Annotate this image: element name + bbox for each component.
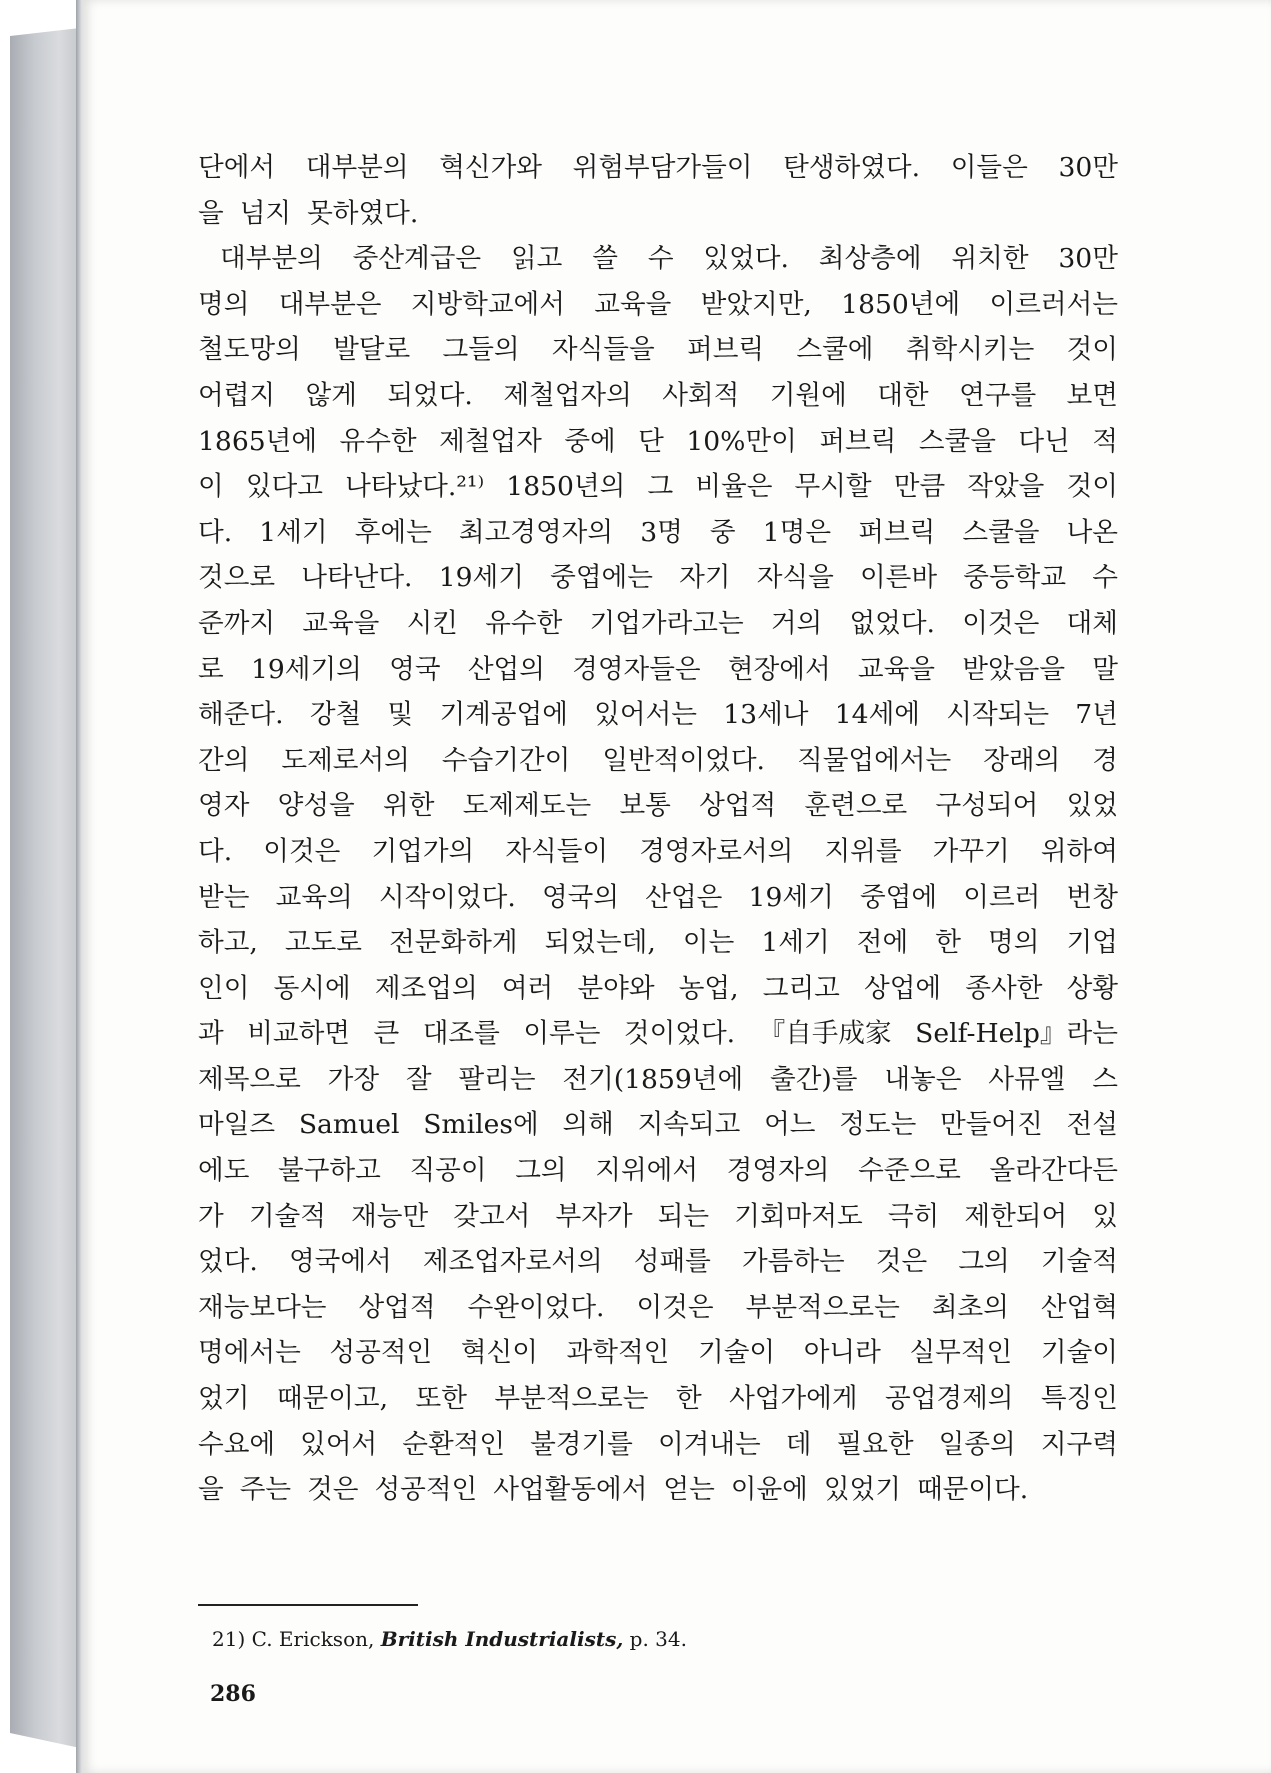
text-line: 영자 양성을 위한 도제제도는 보통 상업적 훈련으로 구성되어 있었	[198, 790, 1118, 822]
footnote-title: British Industrialists,	[380, 1627, 624, 1651]
text-line: 1865년에 유수한 제철업자 중에 단 10%만이 퍼브릭 스쿨을 다닌 적	[198, 425, 1118, 457]
text-line: 단에서 대부분의 혁신가와 위험부담가들이 탄생하였다. 이들은 30만	[198, 152, 1118, 183]
body-text	[198, 145, 1118, 1513]
text-line: 다. 이것은 기업가의 자식들이 경영자로서의 지위를 가꾸기 위하여	[198, 835, 1118, 867]
text-line: 수요에 있어서 순환적인 불경기를 이겨내는 데 필요한 일종의 지구력	[198, 1428, 1118, 1460]
text-line: 것으로 나타난다. 19세기 중엽에는 자기 자식을 이른바 중등학교 수	[198, 562, 1118, 594]
text-line: 어렵지 않게 되었다. 제철업자의 사회적 기원에 대한 연구를 보면	[198, 379, 1118, 411]
text-line: 가 기술적 재능만 갖고서 부자가 되는 기회마저도 극히 제한되어 있	[198, 1200, 1118, 1232]
text-line: 준까지 교육을 시킨 유수한 기업가라고는 거의 없었다. 이것은 대체	[198, 607, 1118, 639]
footnote-marker: 21)	[212, 1627, 246, 1651]
text-line: 었다. 영국에서 제조업자로서의 성패를 가름하는 것은 그의 기술적	[198, 1246, 1118, 1278]
text-line: 명의 대부분은 지방학교에서 교육을 받았지만, 1850년에 이르러서는	[198, 288, 1118, 320]
footnote-author: C. Erickson,	[251, 1627, 375, 1651]
text-line: 마일즈 Samuel Smiles에 의해 지속되고 어느 정도는 만들어진 전설	[198, 1109, 1118, 1141]
text-line: 을 주는 것은 성공적인 사업활동에서 얻는 이윤에 있었기 때문이다.	[198, 1474, 1029, 1506]
page-number: 286	[210, 1681, 256, 1707]
text-line: 과 비교하면 큰 대조를 이루는 것이었다. 『自手成家 Self-Help』라는	[198, 1018, 1118, 1050]
text-line: 었기 때문이고, 또한 부분적으로는 한 사업가에게 공업경제의 특징인	[198, 1383, 1118, 1415]
text-line: 재능보다는 상업적 수완이었다. 이것은 부분적으로는 최초의 산업혁	[198, 1291, 1118, 1323]
text-line: 에도 불구하고 직공이 그의 지위에서 경영자의 수준으로 올라간다든	[198, 1155, 1118, 1187]
text-line: 해준다. 강철 및 기계공업에 있어서는 13세나 14세에 시작되는 7년	[198, 699, 1118, 731]
footnote-rule	[198, 1604, 418, 1606]
text-line: 로 19세기의 영국 산업의 경영자들은 현장에서 교육을 받았음을 말	[198, 653, 1118, 685]
text-line: 을 넘지 못하였다.	[198, 197, 419, 229]
book-side	[10, 28, 80, 1748]
text-line: 인이 동시에 제조업의 여러 분야와 농업, 그리고 상업에 종사한 상황	[198, 972, 1118, 1004]
text-line: 제목으로 가장 잘 팔리는 전기(1859년에 출간)를 내놓은 사뮤엘 스	[198, 1063, 1118, 1095]
text-line: 명에서는 성공적인 혁신이 과학적인 기술이 아니라 실무적인 기술이	[198, 1337, 1118, 1369]
footnote	[212, 1627, 687, 1651]
text-line: 받는 교육의 시작이었다. 영국의 산업은 19세기 중엽에 이르러 번창	[198, 881, 1118, 913]
footnote-page: p. 34.	[629, 1627, 687, 1651]
text-line: 철도망의 발달로 그들의 자식들을 퍼브릭 스쿨에 취학시키는 것이	[198, 334, 1118, 366]
text-line: 간의 도제로서의 수습기간이 일반적이었다. 직물업에서는 장래의 경	[198, 744, 1118, 776]
text-line: 대부분의 중산계급은 읽고 쓸 수 있었다. 최상층에 위치한 30만	[220, 243, 1118, 275]
text-line: 하고, 고도로 전문화하게 되었는데, 이는 1세기 전에 한 명의 기업	[198, 927, 1118, 959]
text-line: 다. 1세기 후에는 최고경영자의 3명 중 1명은 퍼브릭 스쿨을 나온	[198, 516, 1118, 548]
text-line: 이 있다고 나타났다.²¹⁾ 1850년의 그 비율은 무시할 만큼 작았을 것이	[198, 471, 1118, 503]
